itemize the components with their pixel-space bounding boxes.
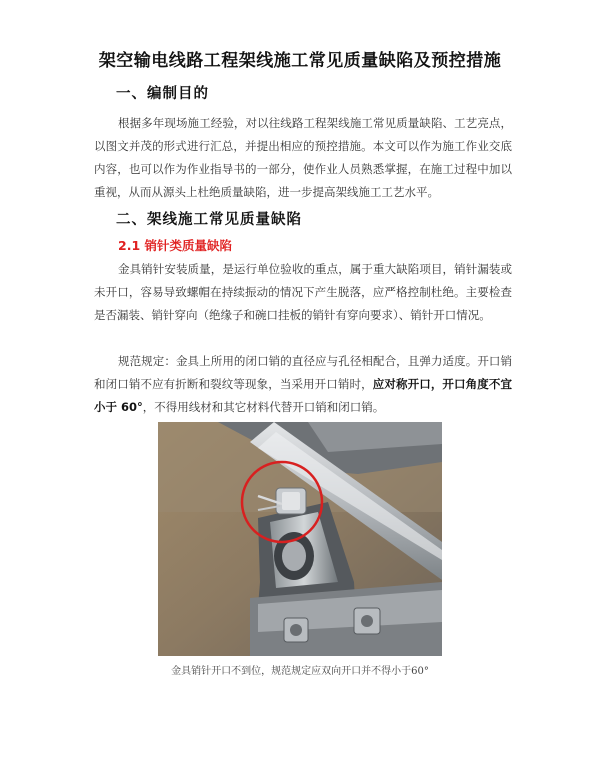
figure-caption: 金具销针开口不到位，规范规定应双向开口并不得小于60° [171, 666, 429, 677]
regulation-text-end: ，不得用线材和其它材料代替开口销和闭口销。 [142, 400, 385, 414]
subsection-heading-pins: 2.1 销针类质量缺陷 [118, 238, 232, 253]
section-heading-purpose: 一、编制目的 [116, 86, 209, 102]
fitting-pin-photo [158, 422, 442, 656]
document-title: 架空输电线路工程架线施工常见质量缺陷及预控措施 [98, 51, 502, 71]
regulation-paragraph [94, 350, 512, 419]
section-heading-defects: 二、架线施工常见质量缺陷 [116, 212, 302, 228]
fitting-pin-illustration [158, 422, 442, 656]
regulation-text-bold: 应对称开口，开口角度不宜小于 60° [94, 377, 513, 414]
pins-paragraph: 金具销针安装质量，是运行单位验收的重点，属于重大缺陷项目，销针漏装或未开口，容易导致螺帽在持续振动的情况下产生脱落，应严格控制杜绝。主要检查是否漏装、销针穿向（绝缘子和碗口挂板的销针有穿向要求）、销针开口情况。 [94, 262, 512, 322]
purpose-paragraph: 根据多年现场施工经验，对以往线路工程架线施工常见质量缺陷、工艺亮点，以图文并茂的形式进行汇总，并提出相应的预控措施。本文可以作为施工作业交底内容，也可以作为作业指导书的一部分，使作业人员熟悉掌握，在施工过程中加以重视，从而从源头上杜绝质量缺陷，进一步提高架线施工工艺水平。 [94, 116, 512, 199]
regulation-text-start: 规范规定：金具上所用的闭口销的直径应与孔径相配合，且弹力适度。开口销和闭口销不应有折断和裂纹等现象，当采用开口销时， [94, 354, 512, 391]
